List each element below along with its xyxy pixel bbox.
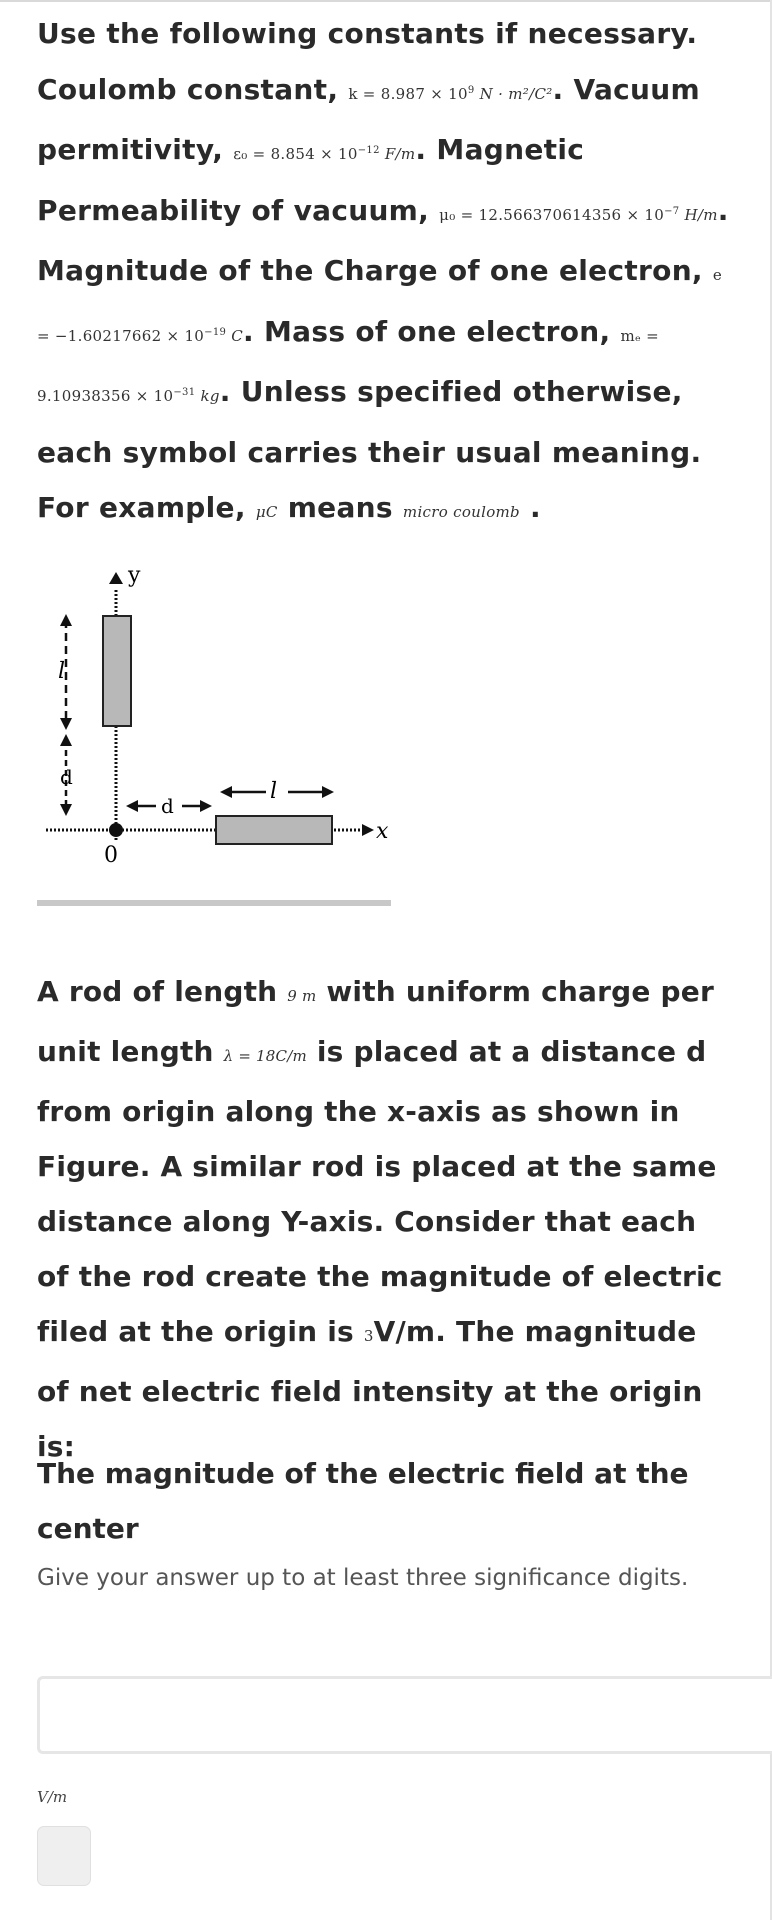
figure-divider bbox=[37, 900, 391, 906]
charge-label: . Magnitude of the Charge of one electron, bbox=[37, 193, 729, 287]
rod-length-math: 9 m bbox=[287, 987, 317, 1005]
question-text: A rod of length 9 m with uniform charge per unit length λ = 18C/m is placed at a distance d from origin along the x-axis as shown in Figure. A similar rod is placed at the same distance along Y-axis. Consider that each of the rod create the magnitude of electric filed at the origin is 3V/m. The magnitude of net electric field intensity at the origin is: bbox=[37, 975, 723, 1463]
origin-label: 0 bbox=[104, 843, 118, 868]
constants-intro: Use the following constants if necessary. bbox=[37, 17, 698, 50]
subquestion-prompt: The magnitude of the electric field at the center bbox=[37, 1457, 689, 1545]
permeability-math: $\mu_0 = 12.566370614356 \times 10^{-7}$ H/m bbox=[439, 205, 718, 224]
unit-selector[interactable] bbox=[37, 1826, 91, 1886]
horizontal-distance-arrow-left bbox=[126, 800, 138, 812]
rod-figure bbox=[36, 560, 396, 880]
horizontal-length-arrow-right bbox=[322, 786, 334, 798]
constants-text bbox=[37, 0, 737, 541]
unless-text: . Unless specified otherwise, each symbol carries their usual meaning. For example, bbox=[37, 375, 702, 524]
coulomb-label: Coulomb constant, bbox=[37, 72, 349, 106]
means-text: means bbox=[277, 491, 403, 524]
vertical-length-arrow-bottom bbox=[60, 718, 72, 730]
vertical-distance-arrow-bottom bbox=[60, 804, 72, 816]
horizontal-distance-label: d bbox=[161, 794, 174, 818]
vertical-length-label: l bbox=[58, 659, 66, 684]
field-value-math: 3 bbox=[363, 1327, 374, 1345]
unit-label: V/m bbox=[37, 1788, 68, 1806]
vertical-rod bbox=[103, 616, 131, 726]
vertical-distance-label: d bbox=[60, 765, 73, 789]
horizontal-length-arrow-left bbox=[220, 786, 232, 798]
vertical-distance-arrow-top bbox=[60, 734, 72, 746]
horizontal-distance-arrow-right bbox=[200, 800, 212, 812]
vertical-length-arrow-top bbox=[60, 614, 72, 626]
vacuum-label: . Vacuum permitivity, bbox=[37, 72, 701, 166]
horizontal-rod bbox=[216, 816, 332, 844]
mass-math: $m_e = 9.10938356 \times 10^{-31}$ kg bbox=[37, 326, 660, 405]
mass-label: . Mass of one electron, bbox=[243, 314, 621, 348]
x-axis-arrowhead bbox=[362, 824, 374, 836]
magnetic-label: . Magnetic Permeability of vacuum, bbox=[37, 133, 585, 227]
y-axis-arrowhead bbox=[109, 572, 123, 584]
example-meaning: micro coulomb bbox=[402, 503, 520, 521]
end-dot: . bbox=[519, 491, 541, 524]
origin-point bbox=[109, 823, 123, 837]
coulomb-math: $k = 8.987 \times 10^9$ N · m²/C² bbox=[348, 84, 553, 103]
y-axis-label: y bbox=[128, 563, 141, 588]
x-axis-label: x bbox=[376, 819, 389, 844]
lambda-math: λ = 18C/m bbox=[223, 1047, 307, 1065]
constants-section bbox=[37, 0, 737, 541]
permittivity-math: $\varepsilon_0 = 8.854 \times 10^{-12}$ F/m bbox=[233, 145, 416, 163]
answer-input[interactable] bbox=[37, 1676, 772, 1754]
horizontal-length-label: l bbox=[270, 779, 278, 804]
charge-math: $e = -1.60217662 \times 10^{-19}$ C bbox=[37, 266, 723, 345]
example-symbol: μC bbox=[255, 503, 278, 521]
answer-hint: Give your answer up to at least three significance digits. bbox=[37, 1565, 689, 1591]
